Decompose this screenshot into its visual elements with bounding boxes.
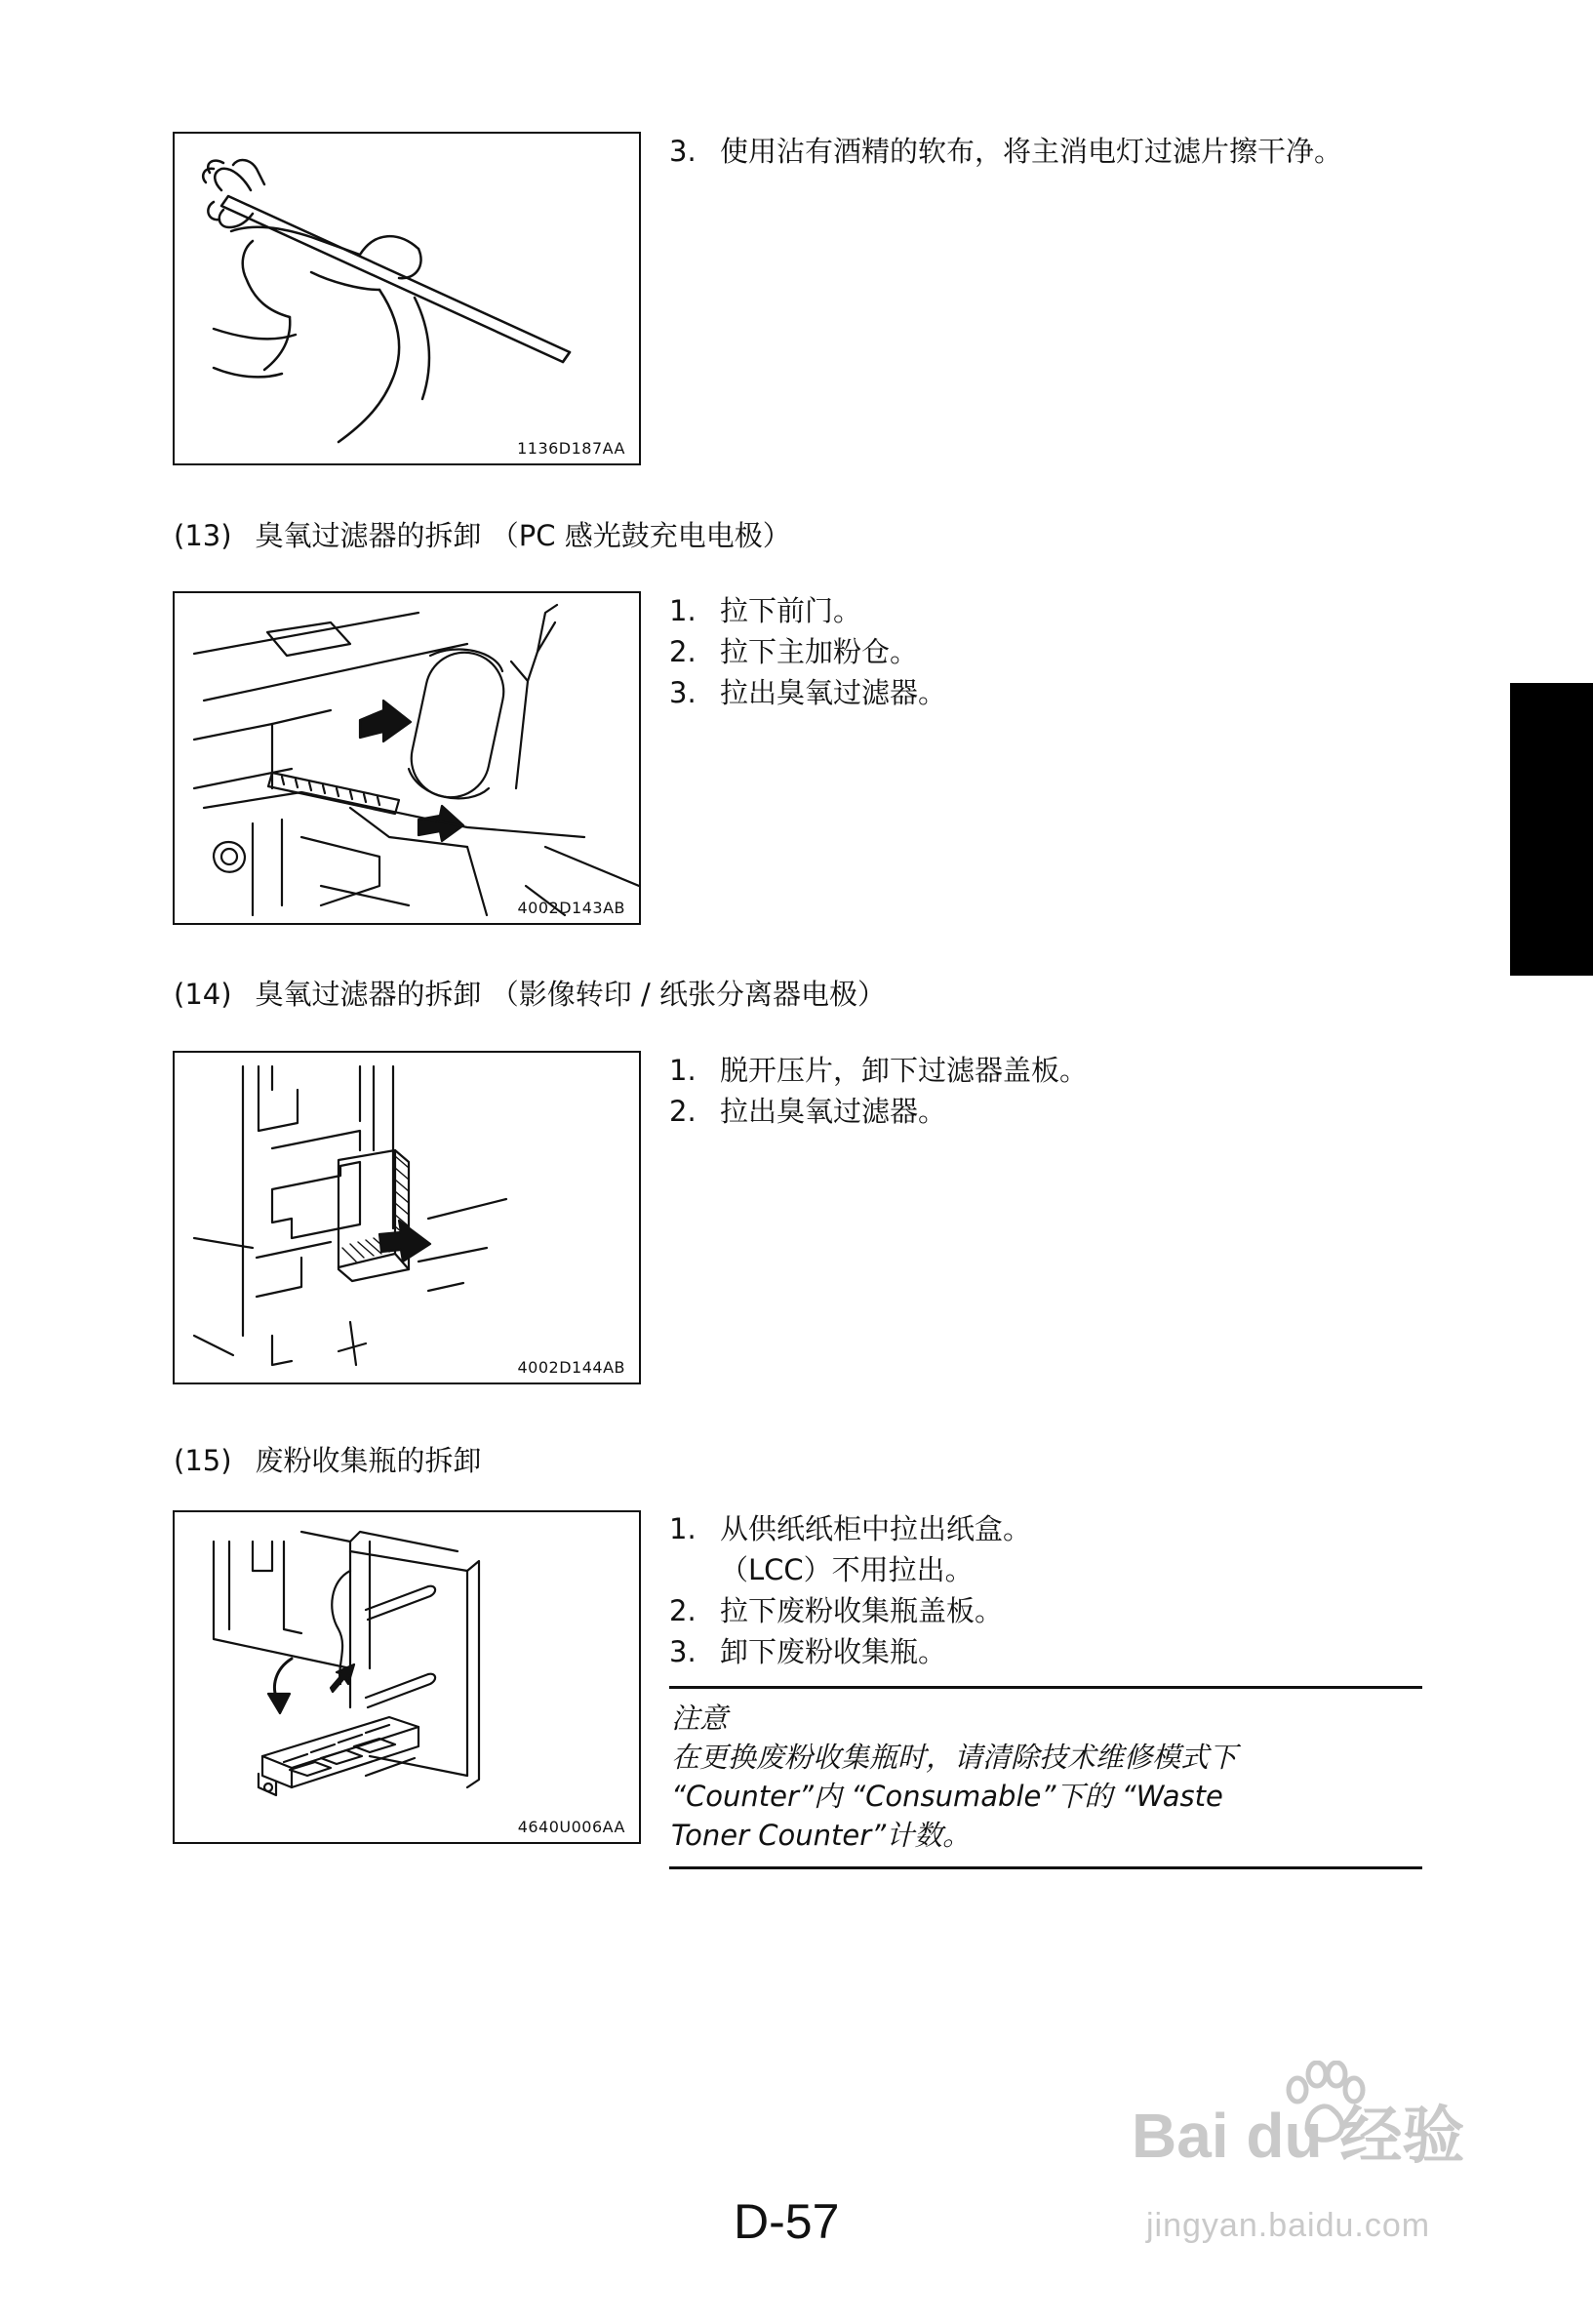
step-text: 脱开压片，卸下过滤器盖板。 [720, 1054, 1089, 1087]
steps-section-14 [669, 1050, 1088, 1132]
step-item [669, 590, 946, 631]
step-number: 3. [669, 135, 697, 168]
section-13-heading [174, 514, 791, 554]
step-number: 2. [669, 1594, 697, 1627]
step-text: （LCC）不用拉出。 [720, 1553, 974, 1586]
watermark-brand: Bai du 经验 [1132, 2101, 1465, 2171]
section-14-heading [174, 973, 886, 1013]
illustration-waste-toner-cover [175, 1512, 639, 1842]
page-number: D-57 [734, 2194, 840, 2249]
caution-note [669, 1686, 1422, 1869]
step-subnote [669, 1549, 1031, 1590]
figure-waste-toner-bottle [173, 1510, 641, 1844]
step-item [669, 1091, 1088, 1132]
step-text: 使用沾有酒精的软布，将主消电灯过滤片擦干净。 [720, 135, 1343, 168]
step-number: 1. [669, 594, 697, 627]
figure-ozone-filter-pc [173, 591, 641, 925]
note-title: 注意 [671, 1702, 729, 1735]
section-15-heading [174, 1439, 482, 1479]
baidu-watermark-logo [1132, 2086, 1464, 2176]
step-number: 2. [669, 1095, 697, 1128]
step-number: 1. [669, 1512, 697, 1545]
step-item [669, 1508, 1031, 1549]
step-item [669, 1050, 1088, 1091]
note-line: 在更换废粉收集瓶时，请清除技术维修模式下 [671, 1741, 1238, 1774]
step-item [669, 1590, 1031, 1631]
section-title: 废粉收集瓶的拆卸 [255, 1444, 482, 1477]
figure-code: 4640U006AA [517, 1818, 625, 1836]
figure-ozone-filter-transfer [173, 1051, 641, 1384]
section-title: 臭氧过滤器的拆卸 （PC 感光鼓充电电极） [255, 519, 791, 552]
step-text: 拉下前门。 [720, 594, 862, 627]
note-line: Toner Counter”计数。 [671, 1819, 972, 1852]
step-item [669, 672, 946, 713]
chapter-side-tab [1510, 683, 1593, 976]
illustration-copier-front-toner-bottle [175, 593, 639, 923]
step-number: 1. [669, 1054, 697, 1087]
figure-cleaning-filter [173, 132, 641, 465]
section-number: (13) [174, 519, 232, 552]
step-number: 2. [669, 635, 697, 668]
step-item [669, 631, 946, 672]
figure-code: 4002D143AB [517, 899, 625, 917]
watermark-url: jingyan.baidu.com [1146, 2207, 1431, 2244]
step-item [669, 131, 1342, 172]
illustration-hand-cleaning-rod [175, 134, 639, 463]
figure-code: 4002D144AB [517, 1358, 625, 1377]
step-text: 卸下废粉收集瓶。 [720, 1635, 947, 1668]
steps-section-15 [669, 1508, 1031, 1672]
section-title: 臭氧过滤器的拆卸 （影像转印 / 纸张分离器电极） [255, 978, 886, 1011]
step-text: 拉下主加粉仓。 [720, 635, 919, 668]
steps-section-a [669, 131, 1342, 172]
section-number: (14) [174, 978, 232, 1011]
illustration-filter-cover-removal [175, 1053, 639, 1382]
step-item [669, 1631, 1031, 1672]
step-text: 拉下废粉收集瓶盖板。 [720, 1594, 1004, 1627]
note-line: “Counter”内 “Consumable”下的 “Waste [671, 1780, 1223, 1813]
step-text: 拉出臭氧过滤器。 [720, 1095, 947, 1128]
steps-section-13 [669, 590, 946, 713]
section-number: (15) [174, 1444, 232, 1477]
note-bottom-rule [669, 1866, 1422, 1869]
step-number: 3. [669, 1635, 697, 1668]
step-text: 拉出臭氧过滤器。 [720, 676, 947, 709]
note-body [669, 1689, 1422, 1866]
figure-code: 1136D187AA [517, 439, 625, 458]
step-text: 从供纸纸柜中拉出纸盒。 [720, 1512, 1032, 1545]
step-number: 3. [669, 676, 697, 709]
